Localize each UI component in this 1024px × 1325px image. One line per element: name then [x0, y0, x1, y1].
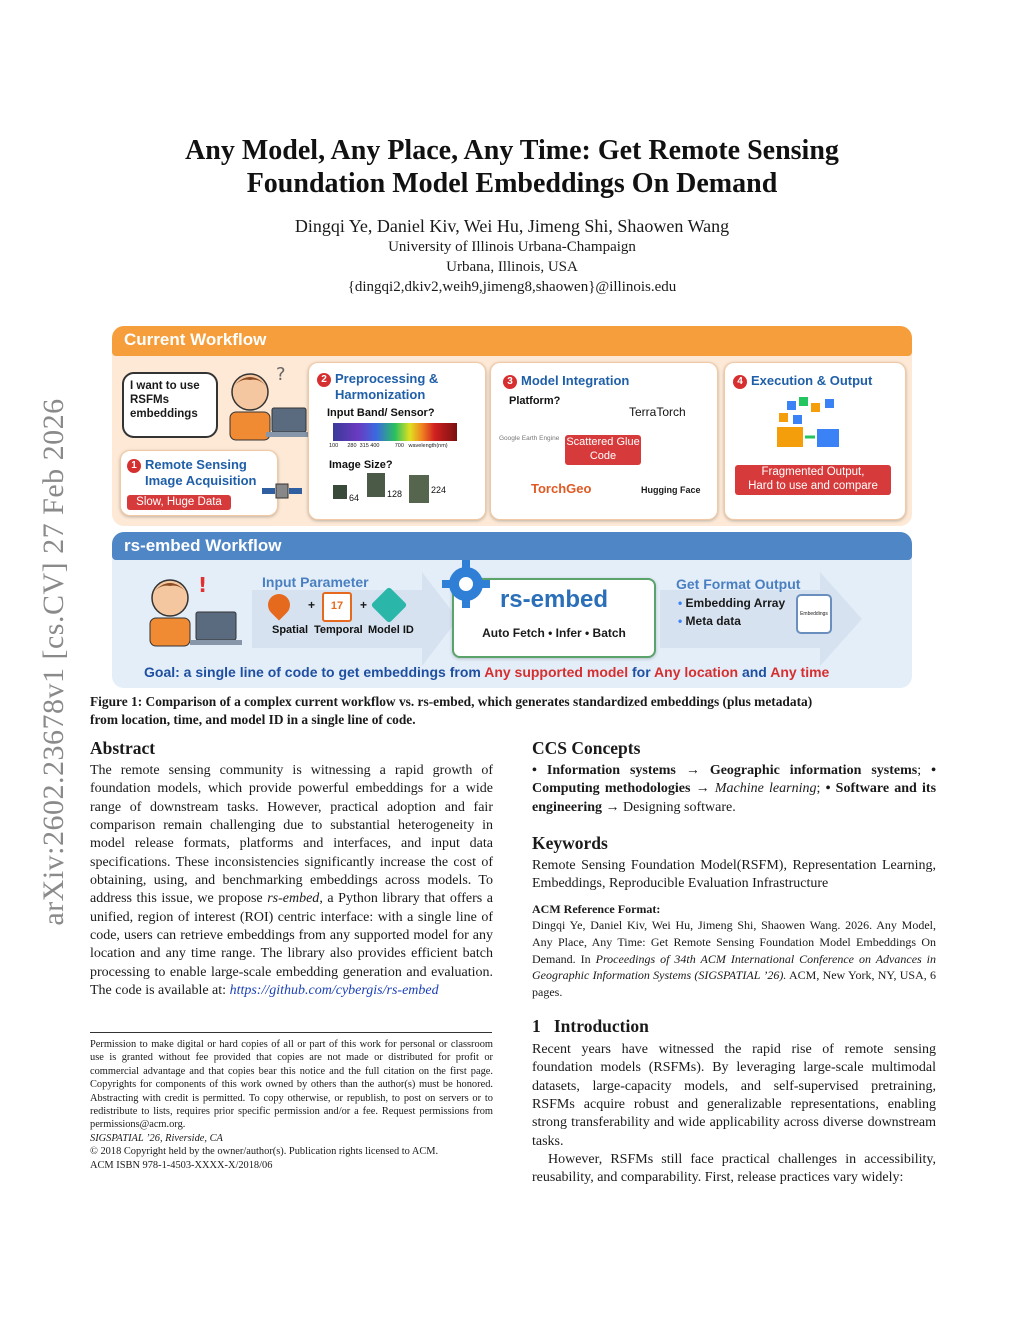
calendar-icon: 17	[322, 592, 352, 622]
size-128-label: 128	[387, 489, 403, 499]
satellite-icon	[262, 470, 304, 514]
svg-text:?: ?	[276, 364, 286, 385]
step-1-title-l1: Remote Sensing	[145, 457, 247, 472]
glue-code-box	[565, 435, 641, 465]
caption-line-2: from location, time, and model ID in a single line of code.	[90, 712, 416, 727]
input-temporal: Temporal	[314, 624, 363, 636]
spectrum-bar	[333, 423, 457, 441]
acm-ref-venue: Proceedings of 34th ACM International Conference on Advances in Geographic Information Systems (SIGSPATIAL ’26).	[532, 951, 937, 983]
affiliation: University of Illinois Urbana-Champaign	[388, 239, 636, 255]
output-meta-data: • Meta data	[678, 614, 741, 628]
gear-icon	[442, 560, 490, 608]
output-item-1: Embedding Array	[685, 596, 786, 610]
title-line-2: Foundation Model Embeddings On Demand	[246, 168, 778, 199]
plus-2: +	[360, 598, 368, 612]
keywords-text: Remote Sensing Foundation Model(RSFM), Representation Learning, Embeddings, Reproducible Evaluation Infrastructure	[532, 858, 936, 892]
speech-bubble	[122, 372, 218, 438]
plus-1: +	[308, 598, 316, 612]
jar-label: Embeddings	[800, 611, 828, 617]
output-title: Get Format Output	[676, 576, 801, 592]
speech-text: I want to use RSFMs embeddings	[130, 380, 200, 420]
step-2-title	[317, 371, 438, 402]
gee-logo: Google Earth Engine	[499, 435, 560, 442]
output-item-2: Meta data	[685, 614, 741, 628]
intro-heading	[532, 1016, 936, 1037]
title-line-1: Any Model, Any Place, Any Time: Get Remote Sensing	[185, 135, 839, 166]
input-title: Input Parameter	[262, 574, 369, 590]
step-4-issue-l1: Fragmented Output,	[761, 466, 865, 478]
ccs-b2: • Computing methodologies	[532, 763, 936, 797]
happy-person-icon	[132, 572, 248, 650]
step-4-title-text: Execution & Output	[751, 373, 873, 388]
step-1-issue: Slow, Huge Data	[127, 495, 231, 510]
current-workflow-header	[112, 326, 912, 356]
scattered-blocks-icon	[769, 397, 859, 455]
step-4-number: 4	[733, 375, 747, 389]
step-2-title-l2: Harmonization	[335, 387, 426, 402]
image-size-128	[367, 473, 385, 497]
emails: {dingqi2,dkiv2,weih9,jimeng8,shaowen}@illinois.edu	[347, 279, 677, 295]
permission-venue: SIGSPATIAL ’26, Riverside, CA	[90, 1132, 223, 1144]
step-3-number: 3	[503, 375, 517, 389]
figure-caption	[90, 693, 936, 729]
step-1-title	[127, 457, 256, 488]
ccs-a2: →	[695, 781, 710, 797]
image-size-224	[409, 475, 429, 503]
platform-label: Platform?	[509, 395, 561, 407]
size-224-label: 224	[431, 485, 447, 495]
permission-text: Permission to make digital or hard copies of all or part of this work for personal or classroom use is granted without fee provided that copies are not made or distributed for profit or commercial advantage and that copies bear this notice and the full citation on the first page. Copyrights for components of this work owned by others than the author(s) must be honored. Abstracting with credit is permitted. To copy otherwise, or republish, to post on servers or to redistribute to lists, requires prior specific permission and/or a fee. Request permissions from permissions@acm.org.	[90, 1039, 493, 1131]
step-1-number: 1	[127, 459, 141, 473]
permission-isbn: ACM ISBN 978-1-4503-XXXX-X/2018/06	[90, 1159, 273, 1171]
goal-text-2: for	[632, 664, 651, 680]
band-label: Input Band/ Sensor?	[327, 407, 435, 419]
step-1-card	[120, 450, 278, 516]
acm-ref-text	[532, 917, 936, 1001]
step-4-card	[724, 362, 906, 520]
authors: Dingqi Ye, Daniel Kiv, Wei Hu, Jimeng Shi, Shaowen Wang	[294, 216, 730, 236]
ccs-b3: • Software and its engineering	[532, 781, 937, 815]
abstract-text-2: , a Python library that offers a unified, region of interest (ROI) centric interface: with a single line of code, users can retrieve embeddings from any supported model for any location and any time range. The library also provides efficient batch processing to enable large-scale embedding generation and evaluation. The code is available at:	[90, 891, 494, 999]
step-2-card	[308, 362, 486, 520]
step-1-title-l2: Image Acquisition	[145, 473, 257, 488]
arxiv-stamp: arXiv:2602.23678v1 [cs.CV] 27 Feb 2026	[37, 398, 70, 926]
rs-embed-workflow-panel	[112, 532, 912, 688]
ccs-b1: • Information systems	[532, 763, 676, 778]
input-spatial: Spatial	[272, 624, 309, 636]
intro-number: 1	[532, 1016, 541, 1036]
rs-embed-workflow-header	[112, 532, 912, 560]
intro-paragraph-2: However, RSFMs still face practical challenges in accessibility, reusability, and comparability. First, release practices vary widely:	[532, 1152, 936, 1186]
step-4-issue	[735, 465, 891, 495]
input-model-id: Model ID	[368, 624, 414, 636]
step-2-title-l1: Preprocessing &	[335, 371, 439, 386]
acm-ref-heading: ACM Reference Format:	[532, 902, 661, 916]
figure-1	[112, 326, 912, 688]
current-workflow-panel	[112, 326, 912, 526]
ccs-c2: Machine learning	[714, 781, 817, 797]
size-64-label: 64	[349, 493, 360, 503]
step-3-title-text: Model Integration	[521, 373, 630, 388]
keywords-heading: Keywords	[532, 833, 608, 853]
step-4-issue-l2: Hard to use and compare	[748, 480, 878, 492]
permission-copyright: © 2018 Copyright held by the owner/author(s). Publication rights licensed to ACM.	[90, 1146, 439, 1158]
spectrum-ticks: 100 280 315 400 700 wavelength(nm)	[329, 443, 448, 449]
torchgeo-logo: TorchGeo	[531, 481, 592, 496]
goal-highlight-2: Any location	[654, 664, 739, 680]
step-3-title	[503, 373, 629, 389]
svg-text:!: !	[198, 573, 208, 597]
goal-text-3: and	[741, 664, 767, 680]
footnote-rule	[90, 1032, 492, 1033]
goal-prefix: Goal:	[144, 664, 180, 680]
intro-title: Introduction	[553, 1016, 649, 1036]
abstract-rs-embed: rs-embed	[267, 891, 320, 907]
huggingface-logo: Hugging Face	[641, 485, 701, 495]
ccs-text: • Information systems → Geographic information systems; • Computing methodologies → Machine learning; • Software and its engineering → Designing software.	[532, 763, 937, 815]
rs-embed-core-title: rs-embed	[499, 586, 609, 613]
output-embedding-array: • Embedding Array	[678, 596, 786, 610]
glue-code-text: Scattered Glue Code	[566, 436, 640, 462]
permission-block	[90, 1038, 493, 1172]
caption-line-1: Figure 1: Comparison of a complex current workflow vs. rs-embed, which generates standardized embeddings (plus metadata)	[90, 694, 813, 709]
step-4-title	[733, 373, 872, 389]
step-3-card	[490, 362, 718, 520]
github-link[interactable]: https://github.com/cybergis/rs-embed	[229, 983, 439, 999]
abstract-text	[90, 762, 493, 1000]
paper-title	[90, 134, 934, 200]
acm-ref-text-1: Dingqi Ye, Daniel Kiv, Wei Hu, Jimeng Shi, Shaowen Wang. 2026. Any Model, Any Place, Any Time: Get Remote Sensing Foundation Model Embeddings On Demand. In	[532, 918, 936, 966]
goal-highlight-3: Any time	[770, 664, 830, 680]
acm-ref-text-2: ACM, New York, NY, USA, 6 pages.	[532, 968, 936, 1000]
embeddings-jar-icon	[796, 594, 832, 634]
current-workflow-title: Current Workflow	[124, 330, 267, 349]
ccs-a1: →	[685, 763, 700, 778]
ccs-c1: Geographic information systems	[709, 763, 918, 778]
location: Urbana, Illinois, USA	[446, 259, 578, 275]
size-label: Image Size?	[329, 459, 393, 471]
goal-highlight-1: Any supported model	[484, 664, 629, 680]
goal-line	[144, 664, 829, 680]
rs-embed-workflow-title: rs-embed Workflow	[124, 536, 282, 555]
terratorch-logo: TerraTorch	[629, 405, 686, 419]
image-size-64	[333, 485, 347, 499]
ccs-heading: CCS Concepts	[532, 738, 641, 758]
intro-paragraph-1: Recent years have witnessed the rapid rise of remote sensing foundation models (RSFMs). By leveraging large-scale multimodal datasets, large-capacity models, and self-supervised pretraining, RSFMs acquire robust and generalizable representations, enabling strong transferability and wide applicability across diverse downstream tasks.	[532, 1042, 936, 1149]
abstract-text-1: The remote sensing community is witnessing a rapid growth of foundation models, which provide powerful embeddings for a wide range of downstream tasks. However, practical adoption and fair comparison remain challenging due to substantial heterogeneity in model release formats, platforms and interfaces, and input data specifications. These inconsistencies significantly increase the cost of obtaining, using, and benchmarking embeddings across models. To address this issue, we propose	[90, 763, 493, 907]
ccs-a3: → Designing software.	[605, 799, 736, 815]
abstract-heading: Abstract	[90, 738, 156, 758]
step-2-number: 2	[317, 373, 331, 387]
confused-person-icon	[216, 364, 316, 444]
goal-text-1: a single line of code to get embeddings from	[183, 664, 481, 680]
rs-embed-core-sub: Auto Fetch • Infer • Batch	[482, 626, 626, 640]
